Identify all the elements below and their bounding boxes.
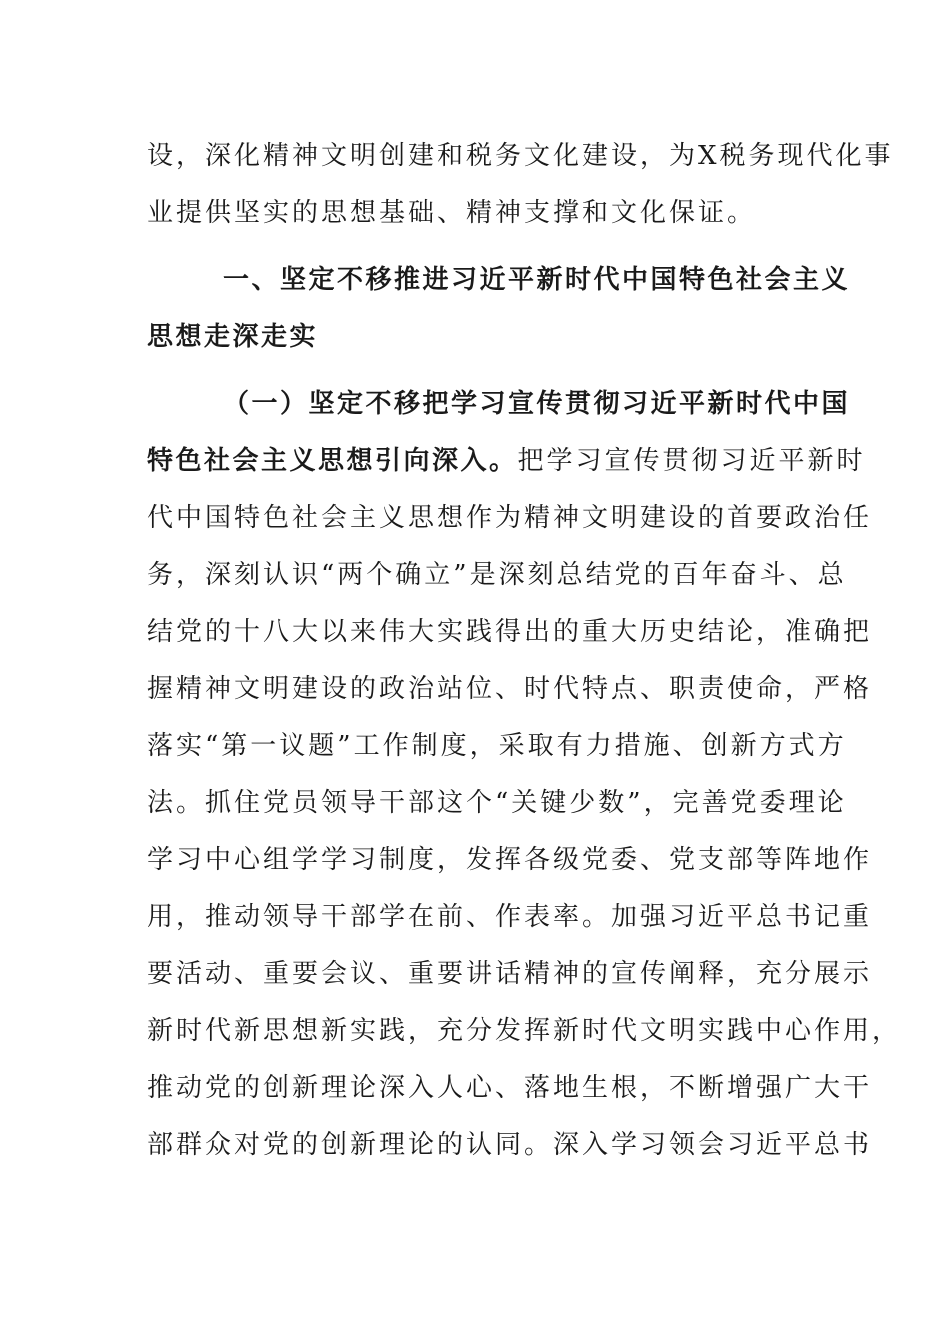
- subheading-line-2-rest: 把学习宣传贯彻习近平新时: [517, 446, 866, 476]
- body-line: 学习中心组学学习制度，发挥各级党委、党支部等阵地作: [147, 845, 873, 875]
- paragraph-gap: [147, 366, 807, 376]
- section-heading-line-2: 思想走深走实: [147, 322, 319, 352]
- body-line: 要活动、重要会议、重要讲话精神的宣传阐释，充分展示: [147, 959, 873, 989]
- body-line: 新时代新思想新实践，充分发挥新时代文明实践中心作用，: [147, 1016, 902, 1046]
- body-line: 部群众对党的创新理论的认同。深入学习领会习近平总书: [147, 1130, 873, 1160]
- subheading-bold-lead: 特色社会主义思想引向深入。: [147, 446, 518, 476]
- body-line: 结党的十八大以来伟大实践得出的重大历史结论，准确把: [147, 617, 873, 647]
- body-line: 法。抓住党员领导干部这个“关键少数”，完善党委理论: [147, 788, 847, 818]
- section-heading-line-1: 一、坚定不移推进习近平新时代中国特色社会主义: [223, 265, 851, 295]
- paragraph-gap: [147, 242, 807, 252]
- body-line: 代中国特色社会主义思想作为精神文明建设的首要政治任: [147, 503, 873, 533]
- intro-line-1: 设，深化精神文明创建和税务文化建设，为X税务现代化事: [147, 141, 894, 171]
- body-line: 务，深刻认识“两个确立”是深刻总结党的百年奋斗、总: [147, 560, 847, 590]
- body-line: 握精神文明建设的政治站位、时代特点、职责使命，严格: [147, 674, 873, 704]
- subheading-line-1: （一）坚定不移把学习宣传贯彻习近平新时代中国: [223, 389, 851, 419]
- body-line: 推动党的创新理论深入人心、落地生根，不断增强广大干: [147, 1073, 873, 1103]
- subheading-line-2: [147, 433, 866, 490]
- intro-line-2: 业提供坚实的思想基础、精神支撑和文化保证。: [147, 198, 757, 228]
- body-line: 用，推动领导干部学在前、作表率。加强习近平总书记重: [147, 902, 873, 932]
- document-body: [147, 128, 902, 1174]
- body-line: 落实“第一议题”工作制度，采取有力措施、创新方式方: [147, 731, 847, 761]
